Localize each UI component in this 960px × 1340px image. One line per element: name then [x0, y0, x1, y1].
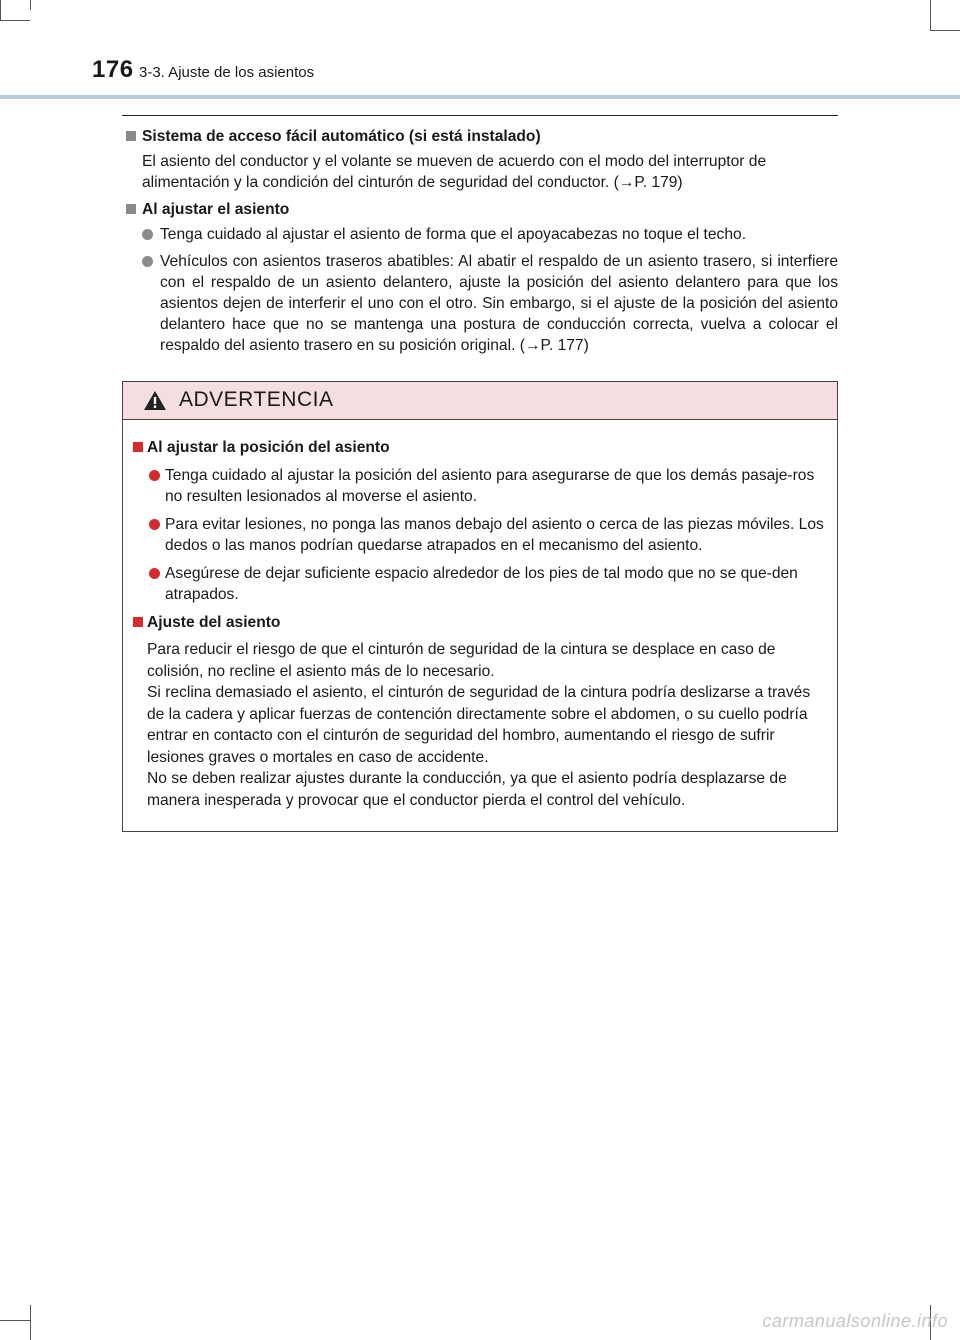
- round-bullet-icon: [149, 568, 160, 579]
- bullet-text: Vehículos con asientos traseros abatibles: Al abatir el respaldo de un asiento trasero, si interfiere con el respaldo de un asiento delantero, ajuste la posición del asiento delantero para que los asientos dejen de interferir el uno con el otro. Sin embargo, si el ajuste de la posición del asiento delantero hace que no se mantenga una postura de conducción correcta, vuelva a colocar el respaldo del asiento trasero en su posición original. (→P. 177): [160, 253, 838, 354]
- bullet-item: [122, 224, 838, 245]
- crop-mark: [30, 1305, 31, 1340]
- heading-text: Al ajustar la posición del asiento: [147, 439, 390, 456]
- warning-bullet-item: [133, 465, 827, 508]
- square-bullet-icon: [133, 617, 143, 627]
- main-content: [122, 126, 838, 362]
- round-bullet-icon: [142, 229, 153, 240]
- header-rule: [0, 95, 960, 99]
- crop-mark: [0, 0, 1, 20]
- warning-header: [123, 382, 837, 420]
- warning-bullet-item: [133, 514, 827, 557]
- square-bullet-icon: [133, 442, 143, 452]
- section-title: 3-3. Ajuste de los asientos: [139, 64, 315, 81]
- watermark: carmanualsonline.info: [762, 1311, 948, 1331]
- round-bullet-icon: [149, 470, 160, 481]
- warning-paragraph: Para reducir el riesgo de que el cinturón de seguridad de la cintura se desplace en caso de colisión, no recline el asiento más de lo necesario.: [147, 641, 776, 680]
- section-heading: [122, 199, 838, 220]
- crop-mark: [930, 0, 931, 30]
- warning-paragraph: Si reclina demasiado el asiento, el cinturón de seguridad de la cintura podría deslizarse a través de la cadera y aplicar fuerzas de contención directamente sobre el abdomen, o su cuello podría entrar en contacto con el cinturón de seguridad del hombro, aumentando el riesgo de sufrir lesiones graves o mortales en caso de accidente.: [147, 684, 811, 766]
- warning-section-heading: [133, 437, 827, 459]
- warning-body: [123, 420, 837, 811]
- content-top-rule: [122, 115, 838, 116]
- section-heading: [122, 126, 838, 147]
- heading-text: Al ajustar el asiento: [142, 201, 290, 218]
- crop-mark: [0, 1320, 30, 1321]
- bullet-text: Asegúrese de dejar suficiente espacio alrededor de los pies de tal modo que no se que-den atrapados.: [165, 564, 798, 603]
- round-bullet-icon: [142, 256, 153, 267]
- bullet-text: Tenga cuidado al ajustar el asiento de forma que el apoyacabezas no toque el techo.: [160, 226, 747, 243]
- square-bullet-icon: [126, 131, 136, 141]
- crop-mark: [0, 20, 30, 21]
- square-bullet-icon: [126, 204, 136, 214]
- warning-triangle-icon: [143, 390, 167, 416]
- warning-paragraph: No se deben realizar ajustes durante la conducción, ya que el asiento podría desplazarse de manera inesperada y provocar que el conductor pierda el control del vehículo.: [147, 770, 787, 809]
- page-number: 176: [92, 56, 134, 83]
- round-bullet-icon: [149, 519, 160, 530]
- warning-bullet-item: [133, 563, 827, 606]
- bullet-item: [122, 251, 838, 356]
- heading-text: Ajuste del asiento: [147, 613, 281, 631]
- crop-mark: [30, 0, 31, 10]
- warning-box: [122, 381, 838, 832]
- section-paragraph: El asiento del conductor y el volante se mueven de acuerdo con el modo del interruptor de alimentación y la condición del cinturón de seguridad del conductor. (→P. 179): [142, 153, 767, 191]
- warning-title: ADVERTENCIA: [179, 388, 334, 411]
- heading-text: Sistema de acceso fácil automático (si está instalado): [142, 128, 541, 145]
- bullet-text: Tenga cuidado al ajustar la posición del asiento para asegurarse de que los demás pasaje-ros no resulten lesionados al moverse el asiento.: [165, 466, 815, 505]
- warning-section-heading: [133, 612, 827, 634]
- bullet-text: Para evitar lesiones, no ponga las manos debajo del asiento o cerca de las piezas móviles. Los dedos o las manos podrían quedarse atrapados en el mecanismo del asiento.: [165, 515, 824, 554]
- crop-mark: [930, 30, 960, 31]
